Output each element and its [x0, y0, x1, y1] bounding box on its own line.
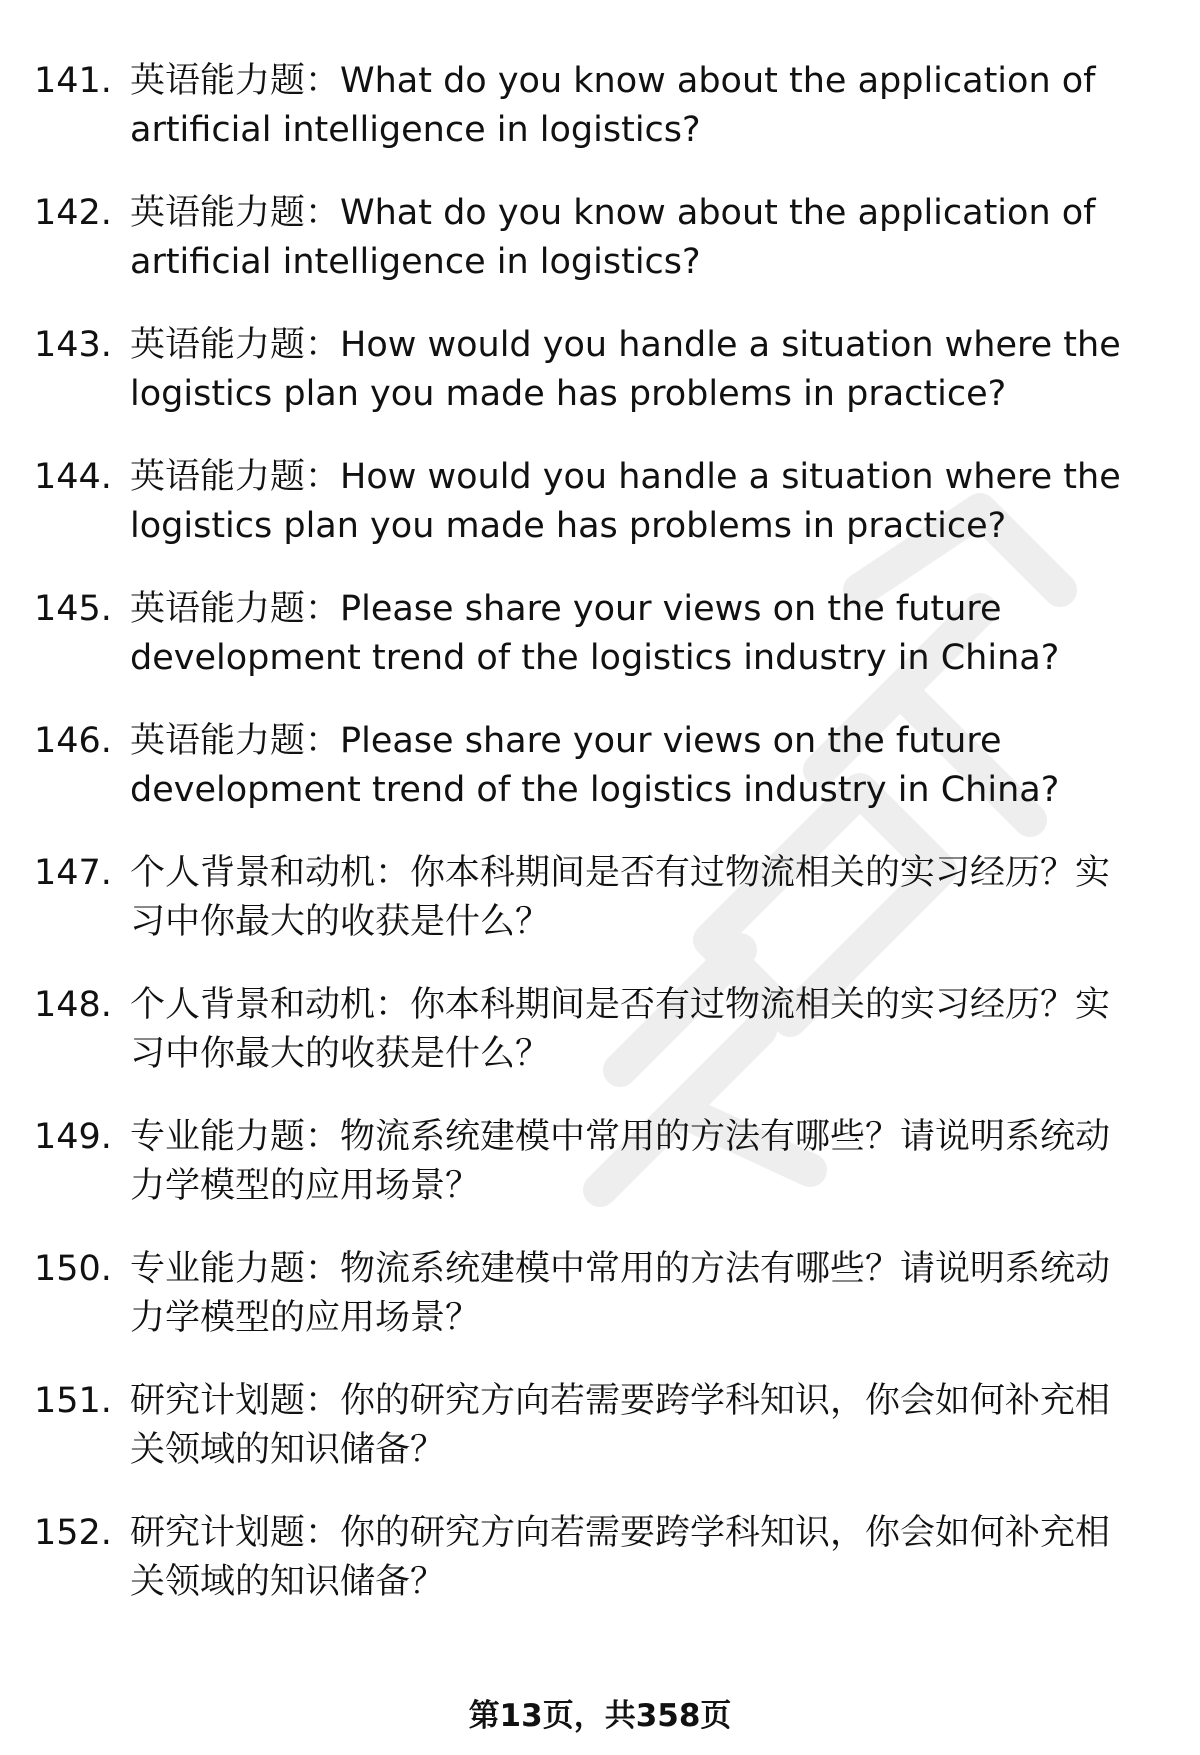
- question-text: 英语能力题：Please share your views on the future development trend of the logistics industry in China?: [130, 721, 1060, 810]
- question-number: 148.: [34, 985, 112, 1025]
- question-number: 142.: [34, 193, 112, 233]
- question-number: 146.: [34, 721, 112, 761]
- question-text: 专业能力题：物流系统建模中常用的方法有哪些？请说明系统动力学模型的应用场景？: [130, 1117, 1111, 1206]
- question-item: [0, 1245, 1200, 1377]
- question-text: 英语能力题：How would you handle a situation where the logistics plan you made has problems in practice?: [130, 325, 1121, 414]
- question-number: 144.: [34, 457, 112, 497]
- question-item: [0, 585, 1200, 717]
- question-number: 141.: [34, 61, 112, 101]
- question-text: 个人背景和动机：你本科期间是否有过物流相关的实习经历？实习中你最大的收获是什么？: [130, 853, 1111, 942]
- question-text: 英语能力题：What do you know about the application of artificial intelligence in logistics?: [130, 61, 1096, 150]
- question-item: [0, 1509, 1200, 1641]
- question-text: 英语能力题：Please share your views on the future development trend of the logistics industry in China?: [130, 589, 1060, 678]
- question-text: 研究计划题：你的研究方向若需要跨学科知识，你会如何补充相关领域的知识储备？: [130, 1513, 1111, 1602]
- question-text: 个人背景和动机：你本科期间是否有过物流相关的实习经历？实习中你最大的收获是什么？: [130, 985, 1111, 1074]
- question-text: 英语能力题：How would you handle a situation where the logistics plan you made has problems in practice?: [130, 457, 1121, 546]
- question-text: 专业能力题：物流系统建模中常用的方法有哪些？请说明系统动力学模型的应用场景？: [130, 1249, 1111, 1338]
- question-text: 英语能力题：What do you know about the application of artificial intelligence in logistics?: [130, 193, 1096, 282]
- question-item: [0, 189, 1200, 321]
- page-footer: 第13页，共358页: [468, 1698, 732, 1734]
- question-list: [0, 57, 1200, 1641]
- question-number: 149.: [34, 1117, 112, 1157]
- question-item: [0, 981, 1200, 1113]
- question-item: [0, 57, 1200, 189]
- question-number: 147.: [34, 853, 112, 893]
- question-item: [0, 1113, 1200, 1245]
- question-item: [0, 849, 1200, 981]
- question-number: 143.: [34, 325, 112, 365]
- question-item: [0, 453, 1200, 585]
- question-item: [0, 1377, 1200, 1509]
- question-number: 150.: [34, 1249, 112, 1289]
- question-item: [0, 717, 1200, 849]
- question-item: [0, 321, 1200, 453]
- question-text: 研究计划题：你的研究方向若需要跨学科知识，你会如何补充相关领域的知识储备？: [130, 1381, 1111, 1470]
- question-number: 151.: [34, 1381, 112, 1421]
- question-number: 145.: [34, 589, 112, 629]
- question-number: 152.: [34, 1513, 112, 1553]
